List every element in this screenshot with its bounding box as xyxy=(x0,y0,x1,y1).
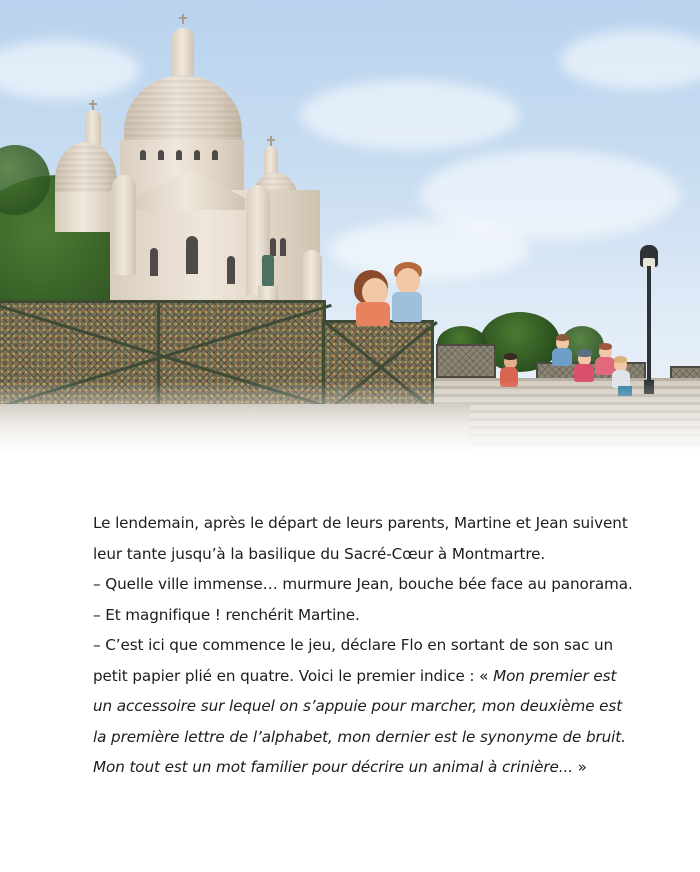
window xyxy=(176,150,182,160)
dress xyxy=(356,302,390,326)
hair xyxy=(556,334,569,341)
closing-quote: » xyxy=(572,758,587,776)
window xyxy=(212,150,218,160)
cross-ornament xyxy=(92,100,94,110)
cloud xyxy=(330,220,530,280)
lamp-pole xyxy=(647,266,651,392)
cloud xyxy=(560,30,700,90)
dialogue-line-jean: – Quelle ville immense… murmure Jean, bouche bée face au panorama. xyxy=(93,575,633,593)
story-line-mixed xyxy=(93,661,633,692)
lantern xyxy=(85,110,101,146)
riddle-line: un accessoire sur lequel on s’appuie pour marcher, mon deuxième est xyxy=(93,697,623,715)
arched-window xyxy=(150,248,158,276)
window xyxy=(194,150,200,160)
shirt xyxy=(392,292,422,322)
cap xyxy=(577,349,592,357)
cross-ornament xyxy=(182,14,184,24)
story-line: leur tante jusqu’à la basilique du Sacré-Cœur à Montmartre. xyxy=(93,544,546,563)
image-fade-to-white xyxy=(0,380,700,460)
cloud xyxy=(300,80,520,150)
equestrian-statue xyxy=(262,255,274,287)
arched-window xyxy=(270,238,276,256)
left-dome xyxy=(55,142,117,197)
small-tower xyxy=(112,175,136,275)
story-line: Le lendemain, après le départ de leurs parents, Martine et Jean suivent xyxy=(93,514,628,532)
window xyxy=(158,150,164,160)
story-text-regular: petit papier plié en quatre. Voici le premier indice : « xyxy=(93,666,494,685)
left-tower xyxy=(55,192,117,232)
lantern xyxy=(172,28,194,78)
dialogue-line-martine: – Et magnifique ! renchérit Martine. xyxy=(93,605,360,624)
story-text xyxy=(93,508,633,783)
arched-window xyxy=(280,238,286,256)
face xyxy=(396,268,420,294)
hair xyxy=(599,343,612,350)
cloud xyxy=(0,40,140,100)
arched-window xyxy=(186,236,198,274)
riddle-final-line xyxy=(93,752,633,783)
dialogue-line-flo: – C’est ici que commence le jeu, déclare Flo en sortant de son sac un xyxy=(93,636,614,654)
hair xyxy=(614,356,627,363)
riddle-text: Mon tout est un mot familier pour décrire un animal à crinière... xyxy=(93,758,573,776)
arched-window xyxy=(227,256,235,284)
window xyxy=(140,150,146,160)
riddle-line: la première lettre de l’alphabet, mon dernier est le synonyme de bruit. xyxy=(93,727,626,746)
fence-far xyxy=(436,344,496,378)
cross-ornament xyxy=(270,136,272,146)
outfit xyxy=(552,348,572,366)
hair xyxy=(504,353,517,360)
riddle-text: Mon premier est xyxy=(493,666,617,685)
